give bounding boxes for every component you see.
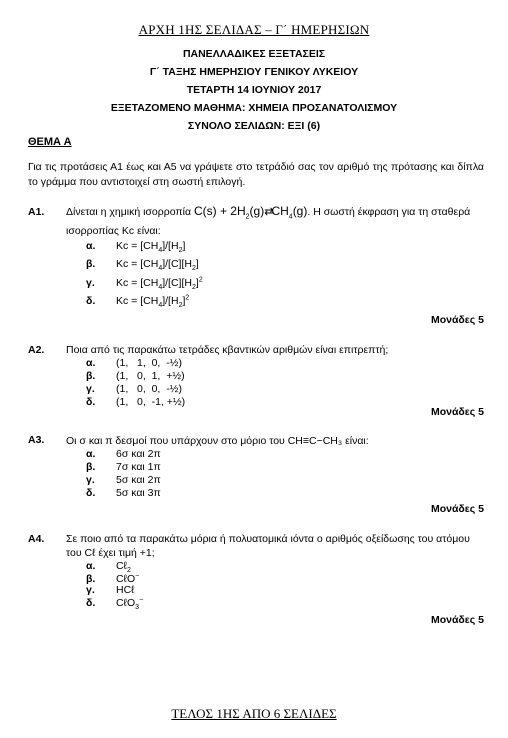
instructions-paragraph: Για τις προτάσεις Α1 έως και Α5 να γράψετε στο τετράδιό σας τον αριθμό της πρότασης και δίπλα το γράμμα που αντιστοιχεί στη σωστή επιλογή. [28,161,484,188]
question-a1-end: . Η σωστή έκφραση για τη σταθερά ισορροπίας Kc είναι: [66,206,471,238]
option-text: CℓO− [116,572,140,585]
top-header-text: ΑΡΧΗ 1ΗΣ ΣΕΛΙΔΑΣ – Γ΄ ΗΜΕΡΗΣΙΩΝ [138,22,370,37]
option-label: α. [86,560,96,572]
marks-a3: Μονάδες 5 [430,503,484,515]
option-label: β. [86,258,96,270]
option-text: Cℓ$_2$ [116,560,131,575]
option-label: β. [86,461,96,473]
header-line-1: ΠΑΝΕΛΛΑΔΙΚΕΣ ΕΞΕΤΑΣΕΙΣ [182,48,326,60]
option-a4-beta [86,572,139,585]
footer-text: ΤΕΛΟΣ 1ΗΣ ΑΠΟ 6 ΣΕΛΙΔΕΣ [171,706,337,721]
option-label: δ. [86,596,96,609]
option-text: (1, 1, 0, -½) [116,357,182,369]
equilibrium-arrow-icon: ⇄ [264,206,272,218]
option-a2-alpha [86,357,182,369]
option-label: γ. [86,584,95,596]
option-text: (1, 0, 1, +½) [116,370,185,382]
option-text: $Kc = [CH_4]/[H_2]^2$ [116,294,190,309]
option-label: δ. [86,487,96,499]
option-a3-alpha [86,448,161,460]
option-label: γ. [86,276,95,289]
header-line-2: Γ΄ ΤΑΞΗΣ ΗΜΕΡΗΣΙΟΥ ΓΕΝΙΚΟΥ ΛΥΚΕΙΟΥ [149,66,359,78]
option-text: (1, 0, -1, +½) [116,396,186,408]
question-number-a2: Α2. [28,344,45,356]
option-label: γ. [86,383,95,395]
marks-a2: Μονάδες 5 [430,406,484,418]
question-text-a4: Σε ποιο από τα παρακάτω μόρια ή πολυατομικά ιόντα ο αριθμός οξείδωσης του ατόμου του Cℓ έχει τιμή +1; [66,533,470,559]
page-top-header [0,22,508,38]
option-text: 7σ και 1π [116,461,161,473]
option-a2-beta [86,370,185,382]
question-text-a3: Οι σ και π δεσμοί που υπάρχουν στο μόριο του CH≡C−CH₃ είναι: [66,435,369,447]
equilibrium-reaction: $C(s) + 2H_2(g)⇄CH_4(g)$ [193,204,308,221]
option-text: 6σ και 2π [116,448,161,460]
option-text: (1, 0, 0, -½) [116,383,182,395]
marks-a1: Μονάδες 5 [430,314,484,326]
option-a2-gamma [86,383,182,395]
option-a1-beta [86,258,199,272]
option-text: CℓO$_3$− [116,596,144,611]
marks-a4: Μονάδες 5 [430,614,484,626]
header-line-4: ΕΞΕΤΑΖΟΜΕΝΟ ΜΑΘΗΜΑ: ΧΗΜΕΙΑ ΠΡΟΣΑΝΑΤΟΛΙΣΜΟΥ [110,102,398,114]
option-label: α. [86,357,96,369]
option-text: 5σ και 2π [116,474,161,486]
question-text-a2: Ποια από τις παρακάτω τετράδες κβαντικών αριθμών είναι επιτρεπτή; [66,344,389,356]
question-number-a1: Α1. [28,206,45,218]
option-a1-gamma [86,276,203,291]
option-a4-delta [86,596,143,611]
option-text: HCℓ [116,584,135,596]
option-text: 5σ και 3π [116,487,161,499]
option-a3-delta [86,487,161,499]
option-label: δ. [86,396,96,408]
page-footer [0,706,508,722]
option-text: $Kc = [CH_4]/[C][H_2]^2$ [116,276,203,291]
option-label: β. [86,370,96,382]
option-a1-alpha [86,240,185,254]
header-line-5: ΣΥΝΟΛΟ ΣΕΛΙΔΩΝ: ΕΞΙ (6) [187,120,321,132]
option-text: $Kc = [CH_4]/[H_2]$ [116,240,186,255]
option-label: δ. [86,294,96,307]
section-title: ΘΕΜΑ Α [28,136,72,148]
question-text-a1 [66,204,486,238]
option-a2-delta [86,396,185,408]
question-a1-intro: Δίνεται η χημική ισορροπία [66,206,192,218]
option-label: γ. [86,474,95,486]
option-label: α. [86,240,96,252]
option-a4-gamma [86,584,135,596]
option-a1-delta [86,294,189,309]
option-label: β. [86,572,96,585]
header-line-3: ΤΕΤΑΡΤΗ 14 ΙΟΥΝΙΟΥ 2017 [186,84,322,96]
question-number-a3: Α3. [28,434,45,446]
option-text: $Kc = [CH_4]/[C][H_2]$ [116,258,199,273]
option-a3-gamma [86,474,161,486]
option-a3-beta [86,461,161,473]
option-label: α. [86,448,96,460]
question-number-a4: Α4. [28,533,45,545]
